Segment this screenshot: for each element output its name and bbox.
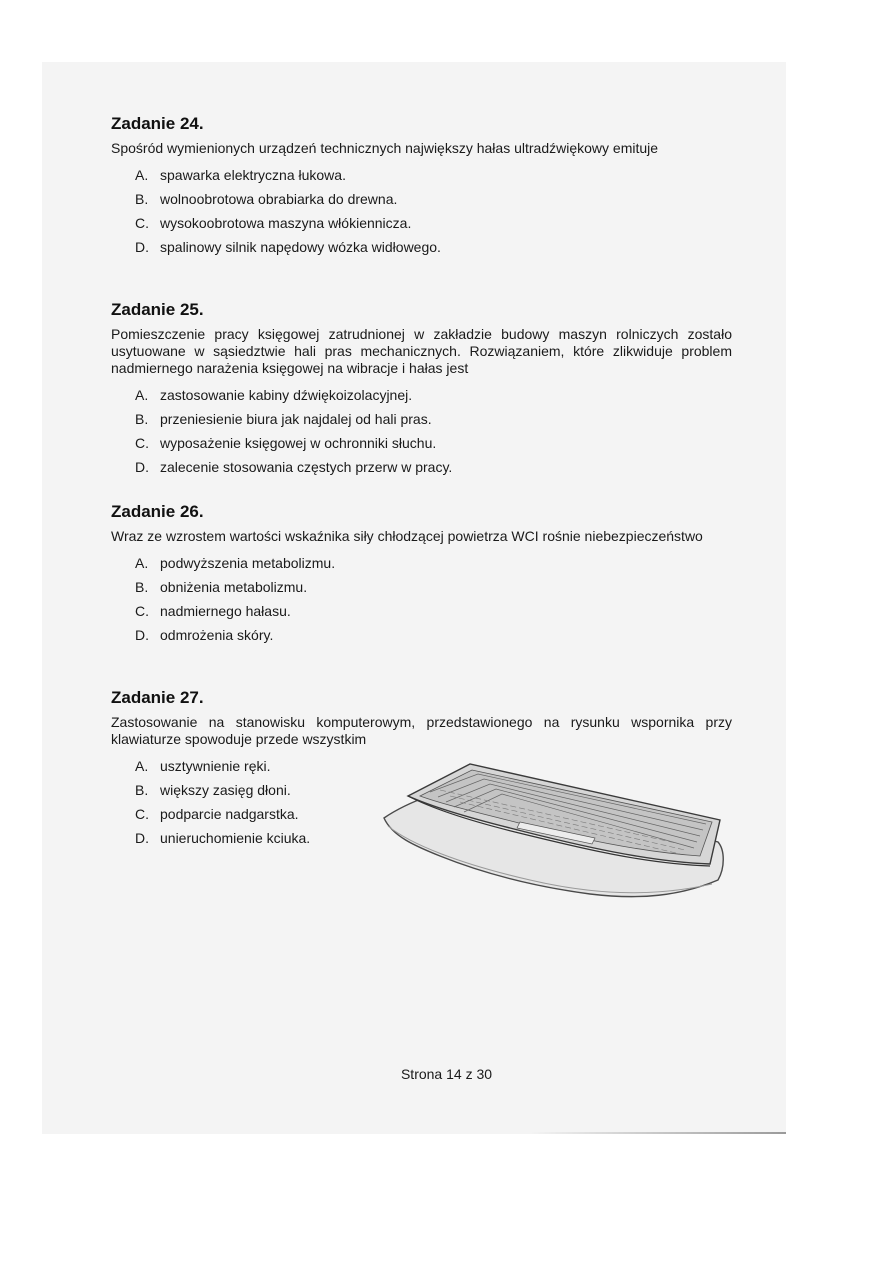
task-question: Spośród wymienionych urządzeń technicznych największy hałas ultradźwiękowy emituje	[111, 140, 659, 156]
answer-option	[135, 163, 732, 187]
option-letter: D.	[135, 830, 149, 846]
option-letter: D.	[135, 459, 149, 475]
answer-list	[111, 551, 732, 647]
keyboard-with-wrist-rest-illustration	[380, 760, 730, 910]
answer-list	[111, 163, 732, 259]
option-letter: A.	[135, 387, 149, 403]
answer-option	[135, 407, 732, 431]
option-letter: C.	[135, 603, 149, 619]
option-text: wolnoobrotowa obrabiarka do drewna.	[160, 191, 398, 207]
task-question: Zastosowanie na stanowisku komputerowym, przedstawionego na rysunku wspornika przy klawiaturze spowoduje przede wszystkim	[111, 714, 732, 747]
answer-option	[135, 235, 732, 259]
option-text: podparcie nadgarstka.	[160, 806, 299, 822]
option-text: spalinowy silnik napędowy wózka widłowego.	[160, 239, 441, 255]
option-text: nadmiernego hałasu.	[160, 603, 291, 619]
option-text: przeniesienie biura jak najdalej od hali pras.	[160, 411, 432, 427]
option-letter: B.	[135, 191, 149, 207]
option-letter: A.	[135, 758, 149, 774]
page-footer: Strona 14 z 30	[400, 1066, 493, 1082]
task-title: Zadanie 26.	[111, 502, 204, 521]
answer-option	[135, 575, 732, 599]
option-letter: B.	[135, 411, 149, 427]
option-text: wyposażenie księgowej w ochronniki słuchu.	[160, 435, 437, 451]
answer-option	[135, 623, 732, 647]
option-letter: C.	[135, 806, 149, 822]
task-25	[111, 300, 732, 479]
option-letter: D.	[135, 627, 149, 643]
answer-option	[135, 599, 732, 623]
task-title: Zadanie 25.	[111, 300, 204, 319]
answer-option	[135, 431, 732, 455]
task-question: Pomieszczenie pracy księgowej zatrudnionej w zakładzie budowy maszyn rolniczych zostało usytuowane w sąsiedztwie hali pras mechanicznych. Rozwiązaniem, które zlikwiduje problem nadmiernego narażenia księgowej na wibracje i hałas jest	[111, 326, 732, 376]
option-text: unieruchomienie kciuka.	[160, 830, 311, 846]
option-text: wysokoobrotowa maszyna włókiennicza.	[160, 215, 412, 231]
task-title: Zadanie 27.	[111, 688, 204, 707]
answer-option	[135, 211, 732, 235]
scan-edge-line	[530, 1132, 786, 1134]
answer-option	[135, 455, 732, 479]
task-24	[111, 114, 732, 259]
task-question: Wraz ze wzrostem wartości wskaźnika siły chłodzącej powietrza WCI rośnie niebezpieczeństwo	[111, 528, 703, 544]
option-text: podwyższenia metabolizmu.	[160, 555, 336, 571]
option-text: zastosowanie kabiny dźwiękoizolacyjnej.	[160, 387, 413, 403]
option-text: zalecenie stosowania częstych przerw w pracy.	[160, 459, 453, 475]
option-text: odmrożenia skóry.	[160, 627, 274, 643]
answer-option	[135, 383, 732, 407]
option-letter: A.	[135, 167, 149, 183]
answer-list	[111, 383, 732, 479]
option-letter: D.	[135, 239, 149, 255]
task-title: Zadanie 24.	[111, 114, 204, 133]
option-letter: B.	[135, 579, 149, 595]
option-text: usztywnienie ręki.	[160, 758, 271, 774]
task-26	[111, 502, 732, 647]
answer-option	[135, 187, 732, 211]
option-text: większy zasięg dłoni.	[160, 782, 291, 798]
option-text: obniżenia metabolizmu.	[160, 579, 308, 595]
option-letter: A.	[135, 555, 149, 571]
option-letter: C.	[135, 215, 149, 231]
option-text: spawarka elektryczna łukowa.	[160, 167, 346, 183]
option-letter: B.	[135, 782, 149, 798]
answer-option	[135, 551, 732, 575]
option-letter: C.	[135, 435, 149, 451]
